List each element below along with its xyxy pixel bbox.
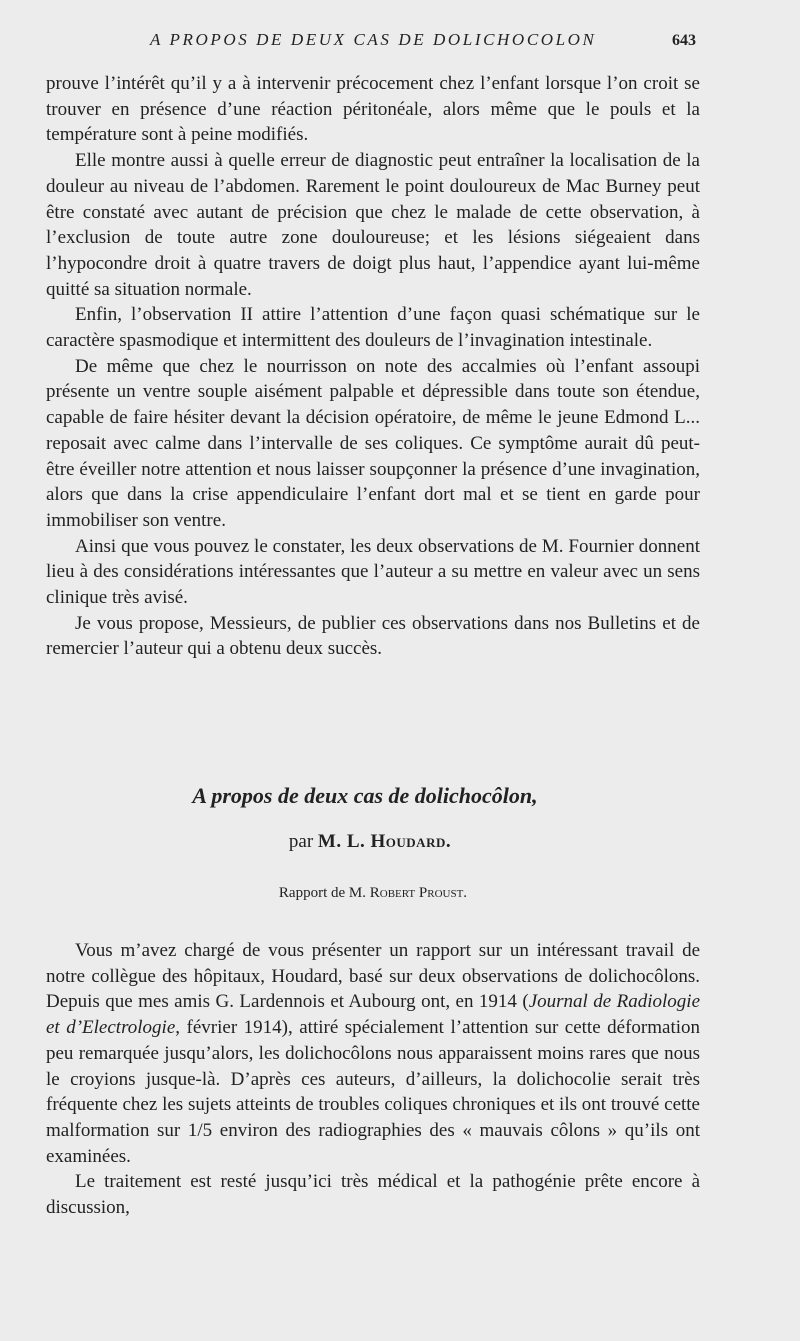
author-line — [0, 831, 740, 853]
paragraph — [46, 938, 700, 1169]
report-prefix: Rapport de M. — [278, 885, 366, 901]
author-name: M. L. Houdard. — [317, 831, 452, 852]
reporter-name: Robert Proust. — [369, 885, 468, 901]
paragraph: Je vous propose, Messieurs, de publier ces observations dans nos Bulletins et de remercier l’auteur qui a obtenu deux succès. — [46, 612, 700, 660]
journal-title: Journal de Radiologie et d’Electrologie — [46, 991, 700, 1039]
page-number: 643 — [672, 32, 696, 49]
paragraph-text: , février 1914), attiré spécialement l’attention sur cette déformation peu remarquée jusqu’alors, les dolichocôlons nous apparaissent moins rares que nous le croyions jusque-là. D’après ces auteurs, d’ailleurs, la dolichocolie serait très fréquente chez les sujets atteints de troubles coliques chroniques et ils ont trouvé cette malformation sur 1/5 environ des radiographies des « mauvais côlons » qu’ils ont examinées. — [46, 1017, 701, 1167]
body-text-top — [46, 71, 700, 662]
running-title: A PROPOS DE DEUX CAS DE DOLICHOCOLON — [150, 30, 597, 49]
body-text-bottom — [46, 938, 700, 1221]
paragraph: Elle montre aussi à quelle erreur de diagnostic peut entraîner la localisation de la douleur au niveau de l’abdomen. Rarement le point douloureux de Mac Burney peut être constaté avec autant de précision que chez le malade de cette observation, à l’exclusion de toute autre zone douloureuse; et les lésions siégeaient dans l’hypocondre droit à quatre travers de doigt plus haut, l’appendice ayant lui-même quitté sa situation normale. — [46, 150, 700, 300]
paragraph-text: Vous m’avez chargé de vous présenter un rapport sur un intéressant travail de notre collègue des hôpitaux, Houdard, basé sur deux observations de dolichocôlons. Depuis que mes amis G. Lardennois et Aubourg ont, en 1914 ( — [46, 940, 700, 1013]
paragraph: Ainsi que vous pouvez le constater, les deux observations de M. Fournier donnent lieu à des considérations intéressantes que l’auteur a su mettre en valeur avec un sens clinique très avisé. — [46, 535, 700, 609]
report-line — [0, 885, 746, 902]
paragraph: prouve l’intérêt qu’il y a à intervenir précocement chez l’enfant lorsque l’on croit se trouver en présence d’une réaction péritonéale, alors même que le pouls et la température sont à peine modifiés. — [46, 73, 700, 146]
paragraph: De même que chez le nourrisson on note des accalmies où l’enfant assoupi présente un ventre souple aisément palpable et dépressible dans toute son étendue, capable de faire hésiter devant la décision opératoire, de même le jeune Edmond L... reposait avec calme dans l’intervalle de ses coliques. Ce symptôme aurait dû peut-être éveiller notre attention et nous laisser soupçonner la présence d’une invagination, alors que dans la crise appendiculaire l’enfant dort mal et se tient en garde pour immobiliser son ventre. — [46, 355, 700, 531]
running-header — [0, 30, 800, 54]
paragraph: Le traitement est resté jusqu’ici très médical et la pathogénie prête encore à discussion, — [46, 1171, 700, 1219]
article-title: A propos de deux cas de dolichocôlon, — [192, 783, 538, 808]
author-prefix: par — [288, 831, 314, 852]
paragraph: Enfin, l’observation II attire l’attention d’une façon quasi schématique sur le caractère spasmodique et intermittent des douleurs de l’invagination intestinale. — [46, 304, 700, 352]
